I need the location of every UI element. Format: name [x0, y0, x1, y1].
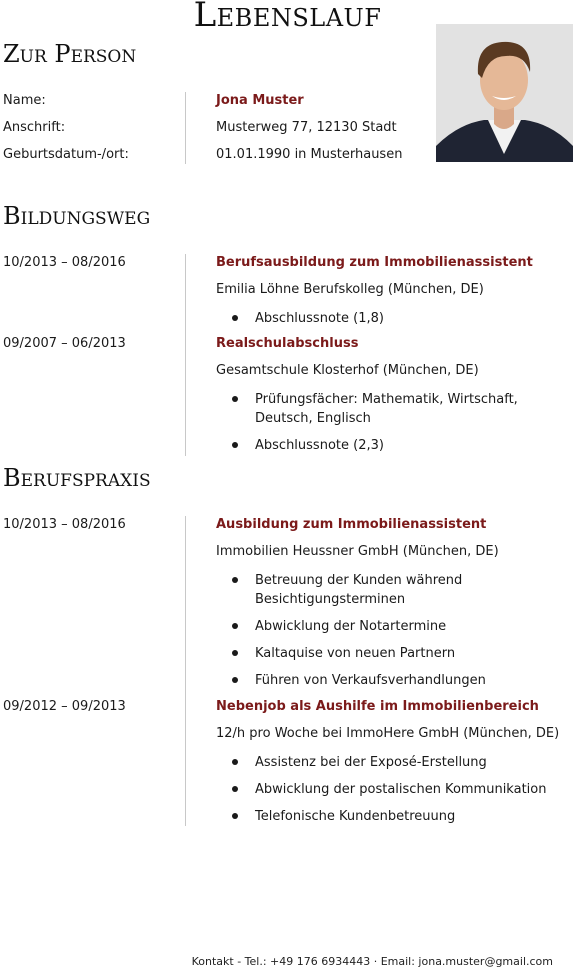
bullet-icon [232, 442, 238, 448]
contact-footer: Kontakt - Tel.: +49 176 6934443 · Email: jona.muster@gmail.com [191, 955, 553, 968]
education-bullet: Prüfungsfächer: Mathematik, Wirtschaft, Deutsch, Englisch [255, 392, 518, 426]
bullet-icon [232, 813, 238, 819]
bullet-icon [232, 677, 238, 683]
experience-company: 12/h pro Woche bei ImmoHere GmbH (München, DE) [216, 726, 560, 741]
education-institution: Gesamtschule Klosterhof (München, DE) [216, 363, 479, 378]
experience-bullet: Führen von Verkaufsverhandlungen [255, 673, 486, 688]
name-label: Name: [3, 93, 46, 108]
education-bullet: Abschlussnote (1,8) [255, 311, 384, 326]
experience-bullet: Kaltaquise von neuen Partnern [255, 646, 456, 661]
education-title: Realschulabschluss [216, 336, 359, 351]
birth-label: Geburtsdatum-/ort: [3, 147, 129, 162]
page-title: Lebenslauf [193, 0, 382, 35]
education-bullet: Abschlussnote (2,3) [255, 438, 384, 453]
experience-title: Nebenjob als Aushilfe im Immobilienbereich [216, 699, 539, 714]
experience-period: 09/2012 – 09/2013 [3, 699, 126, 714]
address-label: Anschrift: [3, 120, 66, 135]
education-period: 09/2007 – 06/2013 [3, 336, 126, 351]
experience-period: 10/2013 – 08/2016 [3, 517, 126, 532]
birth-value: 01.01.1990 in Musterhausen [216, 147, 403, 162]
education-period: 10/2013 – 08/2016 [3, 255, 126, 270]
address-value: Musterweg 77, 12130 Stadt [216, 120, 397, 135]
name-value: Jona Muster [216, 93, 304, 108]
bullet-icon [232, 396, 238, 402]
experience-bullet: Assistenz bei der Exposé-Erstellung [255, 755, 487, 770]
section-heading-experience: Berufspraxis [3, 464, 151, 492]
section-heading-person: Zur Person [3, 40, 137, 68]
experience-company: Immobilien Heussner GmbH (München, DE) [216, 544, 499, 559]
experience-bullet: Abwicklung der postalischen Kommunikation [255, 782, 547, 797]
experience-bullet: Betreuung der Kunden während Besichtigungsterminen [255, 573, 463, 607]
experience-bullet: Abwicklung der Notartermine [255, 619, 447, 634]
bullet-icon [232, 650, 238, 656]
education-title: Berufsausbildung zum Immobilienassistent [216, 255, 533, 270]
bullet-icon [232, 623, 238, 629]
portrait-image [436, 24, 573, 162]
profile-photo [436, 24, 573, 162]
education-institution: Emilia Löhne Berufskolleg (München, DE) [216, 282, 484, 297]
experience-bullet: Telefonische Kundenbetreuung [255, 809, 456, 824]
experience-title: Ausbildung zum Immobilienassistent [216, 517, 487, 532]
bullet-icon [232, 577, 238, 583]
education-divider [185, 254, 186, 456]
bullet-icon [232, 315, 238, 321]
bullet-icon [232, 786, 238, 792]
person-divider [185, 92, 186, 164]
bullet-icon [232, 759, 238, 765]
experience-divider [185, 516, 186, 826]
section-heading-education: Bildungsweg [3, 202, 151, 230]
